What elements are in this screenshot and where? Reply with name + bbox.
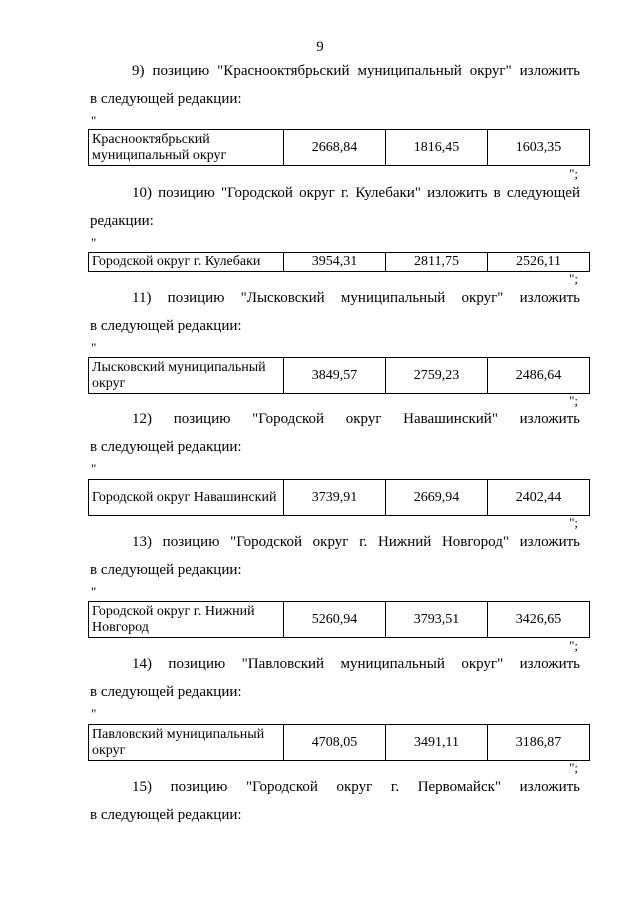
amendment-text-continued: в следующей редакции: bbox=[90, 439, 242, 455]
table-row bbox=[89, 130, 590, 166]
amendment-text-continued: в следующей редакции: bbox=[90, 807, 242, 823]
table-cell-value-1: 5260,94 bbox=[284, 602, 386, 638]
amendment-table-10 bbox=[88, 252, 590, 272]
opening-quote: " bbox=[91, 584, 97, 599]
opening-quote: " bbox=[91, 113, 97, 128]
table-cell-value-1: 3739,91 bbox=[284, 480, 386, 516]
amendment-text: 12) позицию "Городской округ Навашинский" изложить bbox=[132, 411, 580, 427]
table-cell-value-1: 3954,31 bbox=[284, 253, 386, 272]
table-row bbox=[89, 725, 590, 761]
amendment-text-continued: в следующей редакции: bbox=[90, 318, 242, 334]
amendment-text: 15) позицию "Городской округ г. Первомайск" изложить bbox=[132, 779, 580, 795]
amendment-table-11 bbox=[88, 357, 590, 394]
amendment-text: 10) позицию "Городской округ г. Кулебаки" изложить в следующей bbox=[132, 185, 580, 201]
page-number: 9 bbox=[316, 39, 324, 55]
table-cell-value-3: 2486,64 bbox=[488, 358, 590, 394]
table-cell-value-1: 2668,84 bbox=[284, 130, 386, 166]
table-cell-value-3: 2402,44 bbox=[488, 480, 590, 516]
opening-quote: " bbox=[91, 461, 97, 476]
table-cell-value-3: 2526,11 bbox=[488, 253, 590, 272]
closing-quote: "; bbox=[569, 166, 578, 181]
table-cell-name: Павловский муниципальный округ bbox=[89, 725, 284, 761]
table-cell-name: Лысковский муниципальный округ bbox=[89, 358, 284, 394]
amendment-paragraph-9 bbox=[90, 62, 580, 108]
amendment-paragraph-13 bbox=[90, 533, 580, 579]
amendment-text-continued: в следующей редакции: bbox=[90, 91, 242, 107]
opening-quote: " bbox=[91, 706, 97, 721]
table-row bbox=[89, 602, 590, 638]
amendment-table-14 bbox=[88, 724, 590, 761]
table-cell-value-2: 1816,45 bbox=[386, 130, 488, 166]
amendment-paragraph-11 bbox=[90, 289, 580, 335]
closing-quote: "; bbox=[569, 760, 578, 775]
table-cell-name: Городской округ г. Кулебаки bbox=[89, 253, 284, 272]
table-row bbox=[89, 253, 590, 272]
table-cell-value-1: 4708,05 bbox=[284, 725, 386, 761]
amendment-paragraph-15 bbox=[90, 778, 580, 824]
amendment-paragraph-12 bbox=[90, 410, 580, 456]
table-row bbox=[89, 480, 590, 516]
table-cell-value-3: 3426,65 bbox=[488, 602, 590, 638]
closing-quote: "; bbox=[569, 515, 578, 530]
table-cell-value-2: 2669,94 bbox=[386, 480, 488, 516]
amendment-table-13 bbox=[88, 601, 590, 638]
table-row bbox=[89, 358, 590, 394]
amendment-text: 14) позицию "Павловский муниципальный округ" изложить bbox=[132, 656, 580, 672]
table-cell-name: Городской округ г. Нижний Новгород bbox=[89, 602, 284, 638]
amendment-text-continued: в следующей редакции: bbox=[90, 562, 242, 578]
closing-quote: "; bbox=[569, 393, 578, 408]
amendment-paragraph-10 bbox=[90, 184, 580, 230]
amendment-text-continued: редакции: bbox=[90, 213, 154, 229]
amendment-paragraph-14 bbox=[90, 655, 580, 701]
table-cell-value-3: 1603,35 bbox=[488, 130, 590, 166]
table-cell-name: Городской округ Навашинский bbox=[89, 480, 284, 516]
amendment-text: 9) позицию "Краснооктябрьский муниципальный округ" изложить bbox=[132, 63, 580, 79]
table-cell-name: Краснооктябрьский муниципальный округ bbox=[89, 130, 284, 166]
amendment-text: 13) позицию "Городской округ г. Нижний Новгород" изложить bbox=[132, 534, 580, 550]
amendment-text: 11) позицию "Лысковский муниципальный округ" изложить bbox=[132, 290, 580, 306]
table-cell-value-2: 3491,11 bbox=[386, 725, 488, 761]
opening-quote: " bbox=[91, 235, 97, 250]
closing-quote: "; bbox=[569, 638, 578, 653]
amendment-table-12 bbox=[88, 479, 590, 516]
closing-quote: "; bbox=[569, 271, 578, 286]
table-cell-value-2: 3793,51 bbox=[386, 602, 488, 638]
table-cell-value-1: 3849,57 bbox=[284, 358, 386, 394]
opening-quote: " bbox=[91, 340, 97, 355]
table-cell-value-2: 2759,23 bbox=[386, 358, 488, 394]
amendment-table-9 bbox=[88, 129, 590, 166]
table-cell-value-2: 2811,75 bbox=[386, 253, 488, 272]
table-cell-value-3: 3186,87 bbox=[488, 725, 590, 761]
amendment-text-continued: в следующей редакции: bbox=[90, 684, 242, 700]
